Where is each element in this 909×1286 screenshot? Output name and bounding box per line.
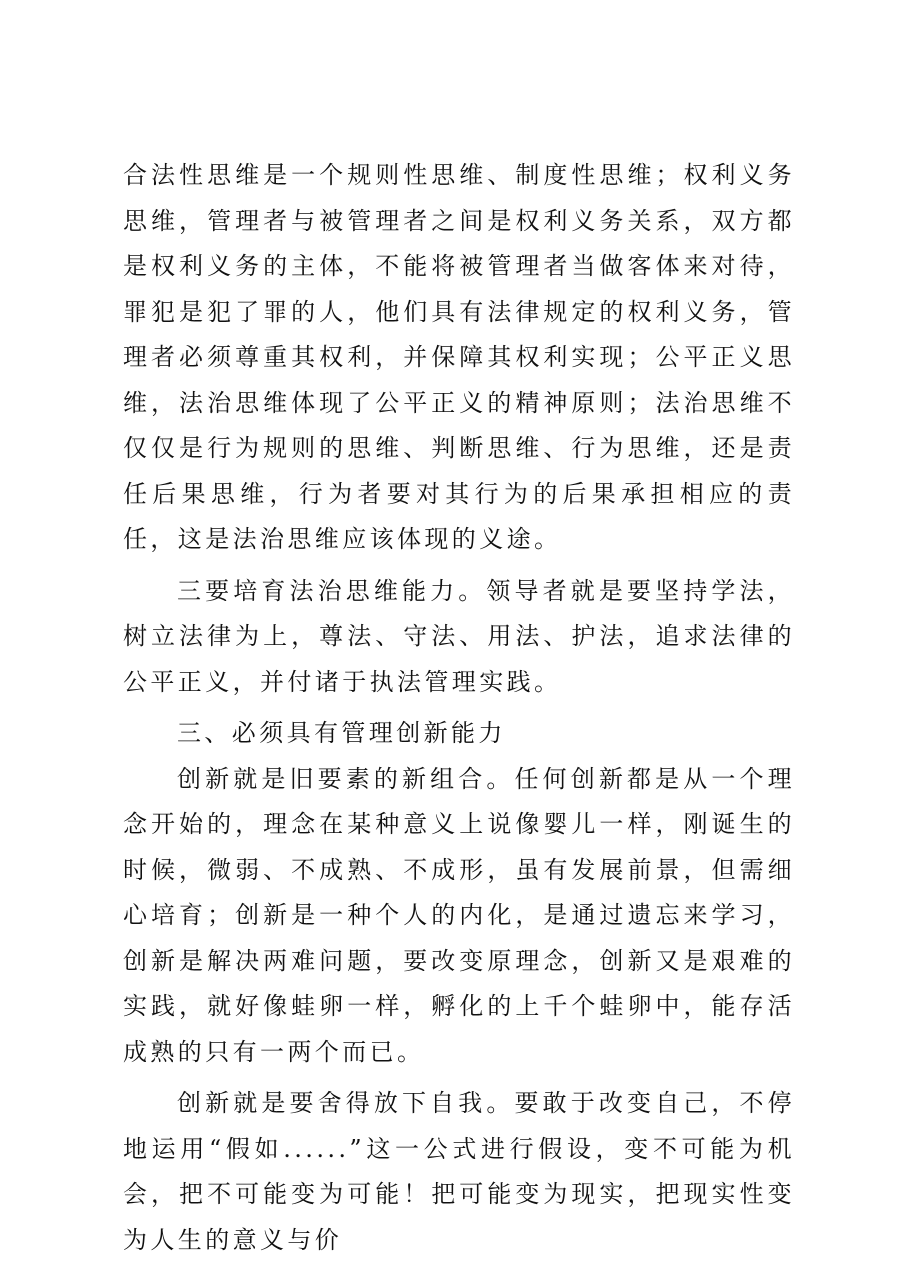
paragraph-innovation-definition: 创新就是旧要素的新组合。任何创新都是从一个理念开始的，理念在某种意义上说像婴儿一样，刚诞生的时候，微弱、不成熟、不成形，虽有发展前景，但需细心培育；创新是一种个人的内化，是通过遗忘来学习，创新是解决两难问题，要改变原理念，创新又是艰难的实践，就好像蛙卵一样，孵化的上千个蛙卵中，能存活成熟的只有一两个而已。 <box>123 764 795 1066</box>
section-heading-innovation: 三、必须具有管理创新能力 <box>177 719 506 747</box>
document-body <box>123 153 795 1263</box>
paragraph-legal-thinking-continued: 合法性思维是一个规则性思维、制度性思维；权利义务思维，管理者与被管理者之间是权利义务关系，双方都是权利义务的主体，不能将被管理者当做客体来对待，罪犯是犯了罪的人，他们具有法律规定的权利义务，管理者必须尊重其权利，并保障其权利实现；公平正义思维，法治思维体现了公平正义的精神原则；法治思维不仅仅是行为规则的思维、判断思维、行为思维，还是责任后果思维，行为者要对其行为的后果承担相应的责任，这是法治思维应该体现的义途。 <box>123 161 795 553</box>
paragraph-cultivate-legal-thinking: 三要培育法治思维能力。领导者就是要坚持学法，树立法律为上，尊法、守法、用法、护法，追求法律的公平正义，并付诸于执法管理实践。 <box>123 576 795 696</box>
paragraph-letting-go-of-self: 创新就是要舍得放下自我。要敢于改变自己，不停地运用“假如......”这一公式进行假设，变不可能为机会，把不可能变为可能！把可能变为现实，把现实性变为人生的意义与价 <box>123 1089 795 1254</box>
